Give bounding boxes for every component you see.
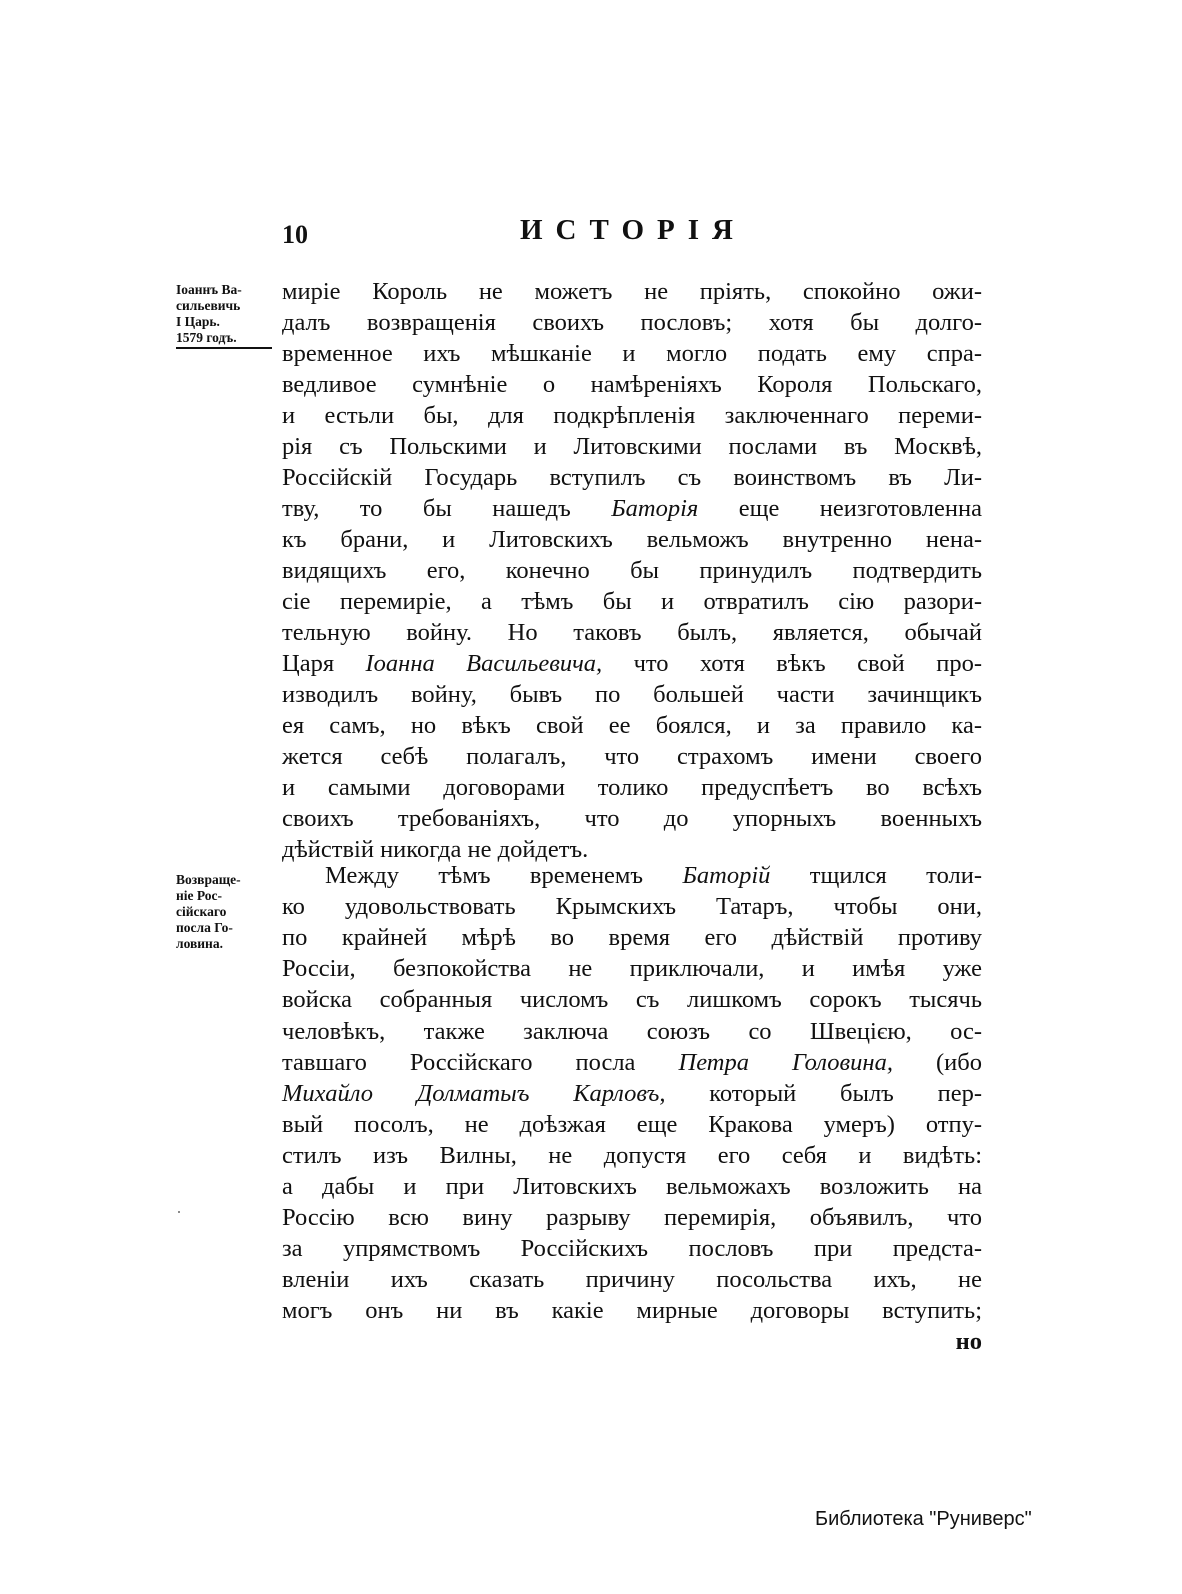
text-line: Россійскій Государь вступилъ съ воинствомъ въ Ли- [282,464,982,491]
text-line: рія съ Польскими и Литовскими послами въ Москвѣ, [282,433,982,460]
text-segment: тавшаго Россійскаго посла [282,1048,679,1076]
margin-note-line: Іоаннъ Ва- [176,282,242,297]
text-line [325,860,982,891]
margin-note-line: Возвраще- [176,872,241,887]
text-line: войска собранныя числомъ съ лишкомъ сорокъ тысячь [282,986,982,1014]
margin-note-line: ловина. [176,936,223,951]
text-line: и самыми договорами толико предуспѣетъ во всѣхъ [282,774,982,801]
text-segment: тву, то бы нашедъ [282,495,612,522]
text-line: вленіи ихъ сказать причину посольства ихъ, не [282,1266,982,1294]
text-line: вый посолъ, не доѣзжая еще Кракова умеръ) отпу- [282,1110,982,1138]
page-number: 10 [282,220,308,249]
text-line: миріе Король не можетъ не пріять, спокойно ожи- [282,278,982,305]
margin-note-line: сильевичь [176,298,241,313]
margin-note-line: сійскаго [176,904,227,919]
italic-name: Іоанна Васильевича, [365,650,603,677]
text-line [282,493,982,524]
text-line: изводилъ войну, бывъ по большей части зачинщикъ [282,681,982,708]
text-segment: (ибо [892,1048,982,1076]
text-line: Россіи, безпокойства не приключали, и имѣя уже [282,955,982,983]
text-line: временное ихъ мѣшканіе и могло подать ему спра- [282,340,982,367]
margin-note-2 [176,872,272,952]
text-line: далъ возвращенія своихъ пословъ; хотя бы долго- [282,309,982,336]
italic-name: Михайло Долматыъ Карловъ, [282,1079,666,1107]
text-line: тельную войну. Но таковъ былъ, является, обычай [282,619,982,646]
text-line [282,1078,982,1109]
text-line: своихъ требованіяхъ, что до упорныхъ военныхъ [282,805,982,832]
text-line: къ брани, и Литовскихъ вельможъ внутренно нена- [282,526,982,553]
margin-note-1 [176,282,272,349]
text-line: ея самъ, но вѣкъ свой ее боялся, и за правило ка- [282,712,982,739]
text-line: и естьли бы, для подкрѣпленія заключеннаго переми- [282,402,982,429]
text-line: жется себѣ полагалъ, что страхомъ имени своего [282,743,982,770]
catchword: но [955,1328,982,1355]
text-line: человѣкъ, также заключа союзъ со Швецією, ос- [282,1017,982,1045]
text-line: за упрямствомъ Россійскихъ пословъ при предста- [282,1235,982,1263]
text-line: стилъ изъ Вилны, не допустя его себя и видѣть: [282,1141,982,1169]
running-head: ИСТОРІЯ [520,214,746,246]
margin-note-year: 1579 годъ. [176,330,272,349]
text-line: по крайней мѣрѣ во время его дѣйствій противу [282,924,982,952]
text-line: сіе перемиріе, а тѣмъ бы и отвратилъ сію разори- [282,588,982,615]
italic-name: Баторія [611,495,699,522]
text-segment: который былъ пер- [665,1079,982,1107]
text-segment: еще неизготовленна [698,495,982,522]
text-line [282,648,982,679]
text-segment: Между тѣмъ временемъ [325,862,683,889]
text-line: Россію всю вину разрыву перемирія, объявилъ, что [282,1204,982,1232]
page-speck [178,1211,180,1213]
text-segment: что хотя вѣкъ свой про- [602,650,982,677]
text-line: могъ онъ ни въ какіе мирные договоры вступить; [282,1297,982,1325]
margin-note-line: посла Го- [176,920,233,935]
italic-name: Баторій [682,862,771,889]
margin-note-line: ніе Рос- [176,888,223,903]
text-line: дѣйствій никогда не дойдетъ. [282,836,589,863]
text-line: видящихъ его, конечно бы принудилъ подтвердить [282,557,982,584]
text-segment: тщился толи- [770,862,982,889]
text-segment: Царя [282,650,366,677]
text-line: ведливое сумнѣніе о намѣреніяхъ Короля Польскаго, [282,371,982,398]
margin-note-line: I Царь. [176,314,220,329]
italic-name: Петра Головина, [678,1048,893,1076]
text-line: ко удовольствовать Крымскихъ Татаръ, чтобы они, [282,893,982,921]
text-line [282,1047,982,1078]
library-watermark: Библиотека "Руниверс" [815,1508,1032,1530]
text-line: а дабы и при Литовскихъ вельможахъ возложить на [282,1173,982,1200]
